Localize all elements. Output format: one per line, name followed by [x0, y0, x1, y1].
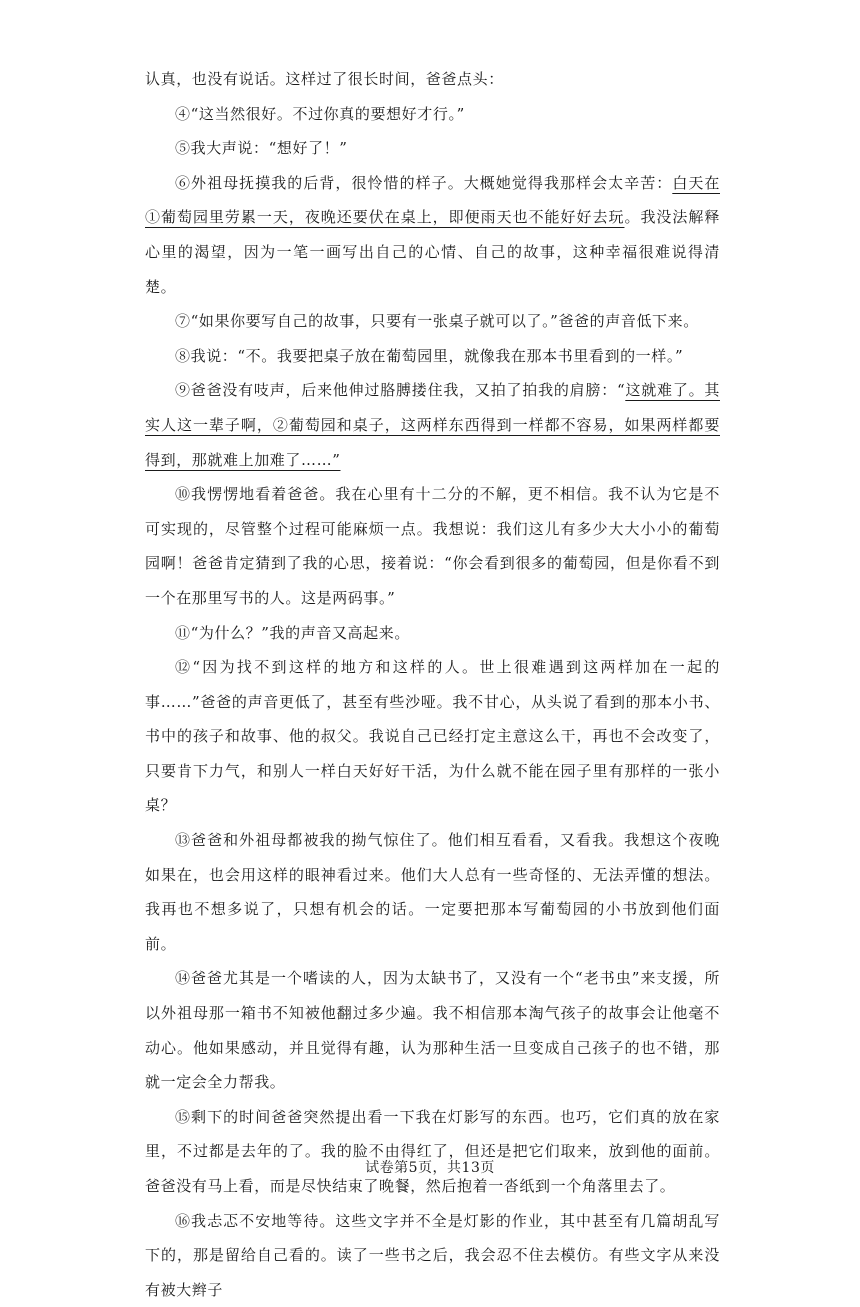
paragraph-text: ⑩我愣愣地看着爸爸。我在心里有十二分的不解，更不相信。我不认为它是不可实现的，尽管整个过程可能麻烦一点。我想说：我们这儿有多少大大小小的葡萄园啊！爸爸肯定猜到了我的心思，接着说：“你会看到很多的葡萄园，但是你看不到一个在那里写书的人。这是两码事。” — [145, 485, 720, 607]
paragraph-text: ⑭爸爸尤其是一个嗜读的人，因为太缺书了，又没有一个“老书虫”来支援，所以外祖母那一箱书不知被他翻过多少遍。我不相信那本淘气孩子的故事会让他毫不动心。他如果感动，并且觉得有趣，认为那种生活一旦变成自己孩子的也不错，那就一定会全力帮我。 — [145, 969, 720, 1092]
paragraph-text: 认真，也没有说话。这样过了很长时间，爸爸点头： — [145, 70, 504, 88]
page-footer: 试卷第5页，共13页 — [365, 1160, 495, 1176]
paragraph-p6 — [145, 166, 720, 304]
paragraph-p12 — [145, 650, 720, 823]
paragraph-p10 — [145, 477, 720, 615]
paragraph-text: 。我没法解释心里的渴望，因为一笔一画写出自己的心情、自己的故事，这种幸福很难说得清楚。 — [145, 208, 720, 296]
paragraph-text: ⑥外祖母抚摸我的后背，很怜惜的样子。大概她觉得我那样会太辛苦： — [175, 173, 673, 192]
paragraph-text: ⑫“因为找不到这样的地方和这样的人。世上很难遇到这两样加在一起的事……”爸爸的声音更低了，甚至有些沙哑。我不甘心，从头说了看到的那本小书、书中的孩子和故事、他的叔父。我说自己已经打定主意这么干，再也不会改变了，只要肯下力气，和别人一样白天好好干活，为什么就不能在园子里有那样的一张小桌？ — [145, 658, 720, 815]
paragraph-text: ⑦“如果你要写自己的故事，只要有一张桌子就可以了。”爸爸的声音低下来。 — [175, 312, 699, 331]
paragraph-p11 — [145, 616, 720, 651]
paragraph-p9 — [145, 373, 720, 477]
paragraph-p0 — [145, 62, 720, 97]
underlined-text: 这就难了。其实人这一辈子啊，②葡萄园和桌子，这两样东西得到一样都不容易，如果两样都要得到，那就难上加难了……” — [145, 381, 720, 469]
paragraph-p8 — [145, 339, 720, 374]
paragraph-text: ⑬爸爸和外祖母都被我的拗气惊住了。他们相互看看，又看我。我想这个夜晚如果在，也会用这样的眼神看过来。他们大人总有一些奇怪的、无法弄懂的想法。我再也不想多说了，只想有机会的话。一定要把那本写葡萄园的小书放到他们面前。 — [145, 831, 720, 953]
paragraph-text: ④“这当然很好。不过你真的要想好才行。” — [175, 104, 465, 123]
paragraph-p16 — [145, 1204, 720, 1307]
paragraph-text: ⑯我忐忑不安地等待。这些文字并不全是灯影的作业，其中甚至有几篇胡乱写下的，那是留给自己看的。读了一些书之后，我会忍不住去模仿。有些文字从来没有被大辫子 — [145, 1211, 720, 1299]
paragraph-p14 — [145, 961, 720, 1099]
paragraph-p7 — [145, 304, 720, 339]
paragraph-text: ⑮剩下的时间爸爸突然提出看一下我在灯影写的东西。也巧，它们真的放在家里，不过都是去年的了。我的脸不由得红了，但还是把它们取来，放到他的面前。爸爸没有马上看，而是尽快结束了晚餐，然后抱着一沓纸到一个角落里去了。 — [145, 1107, 720, 1195]
paragraph-text: ⑨爸爸没有吱声，后来他伸过胳膊搂住我，又拍了拍我的肩膀：“ — [175, 381, 626, 400]
paragraph-p5 — [145, 131, 720, 166]
underlined-text: 白天在①葡萄园里劳累一天，夜晚还要伏在桌上，即便雨天也不能好好去玩 — [145, 173, 720, 227]
paragraph-text: ⑪“为什么？”我的声音又高起来。 — [175, 623, 410, 642]
paragraph-p4 — [145, 97, 720, 132]
article-body — [145, 62, 720, 1307]
paragraph-p15 — [145, 1100, 720, 1204]
paragraph-p13 — [145, 823, 720, 961]
paragraph-text: ⑧我说：“不。我要把桌子放在葡萄园里，就像我在那本书里看到的一样。” — [175, 346, 684, 365]
paragraph-text: ⑤我大声说：“想好了！” — [175, 139, 348, 158]
